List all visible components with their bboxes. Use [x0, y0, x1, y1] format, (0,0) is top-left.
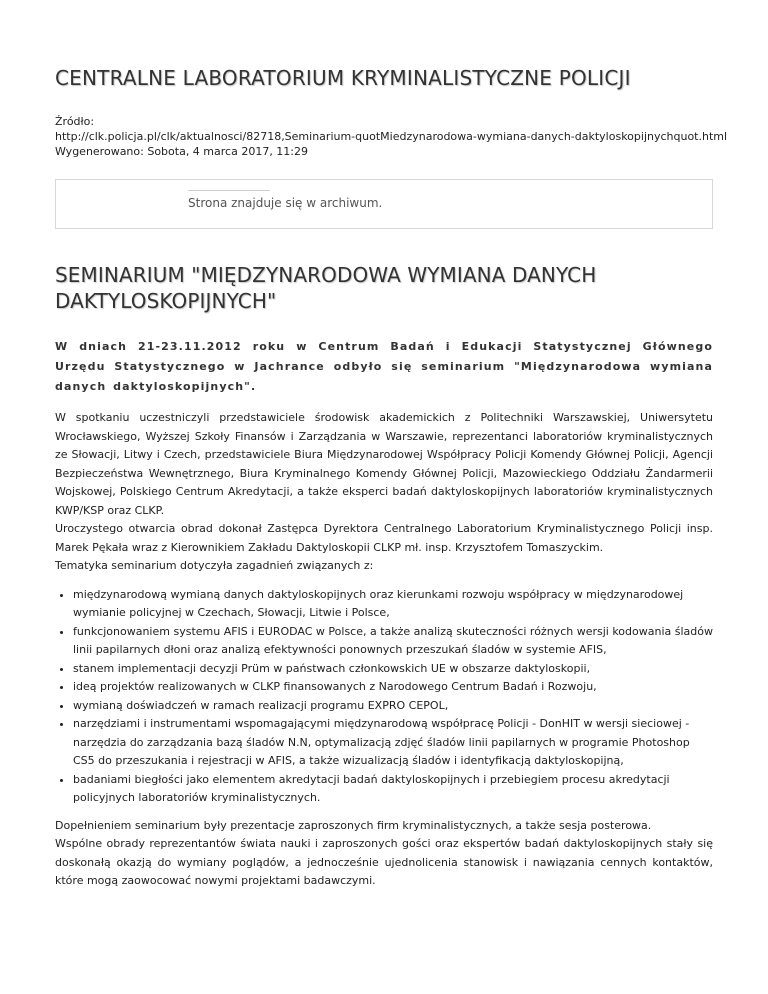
article-body: [55, 409, 713, 576]
list-item: • ideą projektów realizowanych w CLKP finansowanych z Narodowego Centrum Badań i Rozwoju,: [73, 678, 713, 697]
list-item: • międzynarodową wymianą danych daktyloskopijnych oraz kierunkami rozwoju współpracy w międzynarodowej wymianie policyjnej w Czechach, Słowacji, Litwie i Polsce,: [73, 586, 713, 623]
archive-divider: [188, 190, 270, 191]
source-label: Źródło:: [55, 115, 95, 128]
list-item: • stanem implementacji decyzji Prüm w państwach członkowskich UE w obszarze daktyloskopii,: [73, 660, 713, 679]
list-item: • funkcjonowaniem systemu AFIS i EURODAC w Polsce, a także analizą skuteczności różnych wersji kodowania śladów linii papilarnych dłoni oraz analizą efektywności ponownych przeszukań śladów w systemie AFIS,: [73, 623, 713, 660]
article-title: SEMINARIUM "MIĘDZYNARODOWA WYMIANA DANYCH DAKTYLOSKOPIJNYCH": [55, 263, 597, 313]
article-closing: [55, 817, 713, 891]
topics-list: [55, 586, 713, 808]
source-url: http://clk.policja.pl/clk/aktualnosci/82718,Seminarium-quotMiedzynarodowa-wymiana-danych-daktyloskopijnychquot.html: [55, 130, 728, 143]
site-title: CENTRALNE LABORATORIUM KRYMINALISTYCZNE POLICJI: [55, 66, 631, 90]
list-item: • wymianą doświadczeń w ramach realizacji programu EXPRO CEPOL,: [73, 697, 713, 716]
print-meta: [55, 114, 728, 159]
archive-notice: Strona znajduje się w archiwum.: [188, 196, 383, 210]
list-item: • badaniami biegłości jako elementem akredytacji badań daktyloskopijnych i przebiegiem procesu akredytacji policyjnych laboratoriów kryminalistycznych.: [73, 771, 713, 808]
paragraph-topics-intro: Tematyka seminarium dotyczyła zagadnień związanych z:: [55, 559, 374, 572]
paragraph-conclusion: Wspólne obrady reprezentantów świata nauki i zaproszonych gości oraz ekspertów badań daktyloskopijnych stały się doskonałą okazją do wymiany poglądów, a jednocześnie ujednolicenia stanowisk i nawiązania cennych kontaktów, które mogą zaowocować nowymi projektami badawczymi.: [55, 837, 713, 887]
paragraph-presentations: Dopełnieniem seminarium były prezentacje zaproszonych firm kryminalistycznych, a także sesja posterowa.: [55, 818, 652, 832]
paragraph-participants: W spotkaniu uczestniczyli przedstawiciele środowisk akademickich z Politechniki Warszawskiej, Uniwersytetu Wrocławskiego, Wyższej Szkoły Finansów i Zarządzania w Warszawie, reprezentanci laboratoriów kryminalistycznych ze Słowacji, Litwy i Czech, przedstawiciele Biura Międzynarodowej Współpracy Policji Komendy Głównej Policji, Agencji Bezpieczeństwa Wewnętrznego, Biura Kryminalnego Komendy Głównej Policji, Mazowieckiego Oddziału Żandarmerii Wojskowej, Polskiego Centrum Akredytacji, a także eksperci badań daktyloskopijnych laboratoriów kryminalistycznych KWP/KSP oraz CLKP.: [55, 411, 713, 517]
paragraph-opening: Uroczystego otwarcia obrad dokonał Zastępca Dyrektora Centralnego Laboratorium Kryminalistycznego Policji insp. Marek Pękała wraz z Kierownikiem Zakładu Daktyloskopii CLKP mł. insp. Krzysztofem Tomaszyckim.: [55, 522, 713, 554]
generated-date: Wygenerowano: Sobota, 4 marca 2017, 11:29: [55, 145, 309, 158]
list-item: • narzędziami i instrumentami wspomagającymi międzynarodową współpracę Policji - DonHIT w wersji sieciowej - narzędzia do zarządzania bazą śladów N.N, optymalizacją zdjęć śladów linii papilarnych w programie Photoshop CS5 do przeszukania i rejestracji w AFIS, a także wizualizacją śladów i identyfikacją daktyloskopijną,: [73, 715, 713, 771]
article-lead: W dniach 21-23.11.2012 roku w Centrum Badań i Edukacji Statystycznej Głównego Urzędu Statystycznego w Jachrance odbyło się seminarium "Międzynarodowa wymiana danych daktyloskopijnych".: [55, 340, 713, 393]
archive-notice-box: [55, 179, 713, 229]
